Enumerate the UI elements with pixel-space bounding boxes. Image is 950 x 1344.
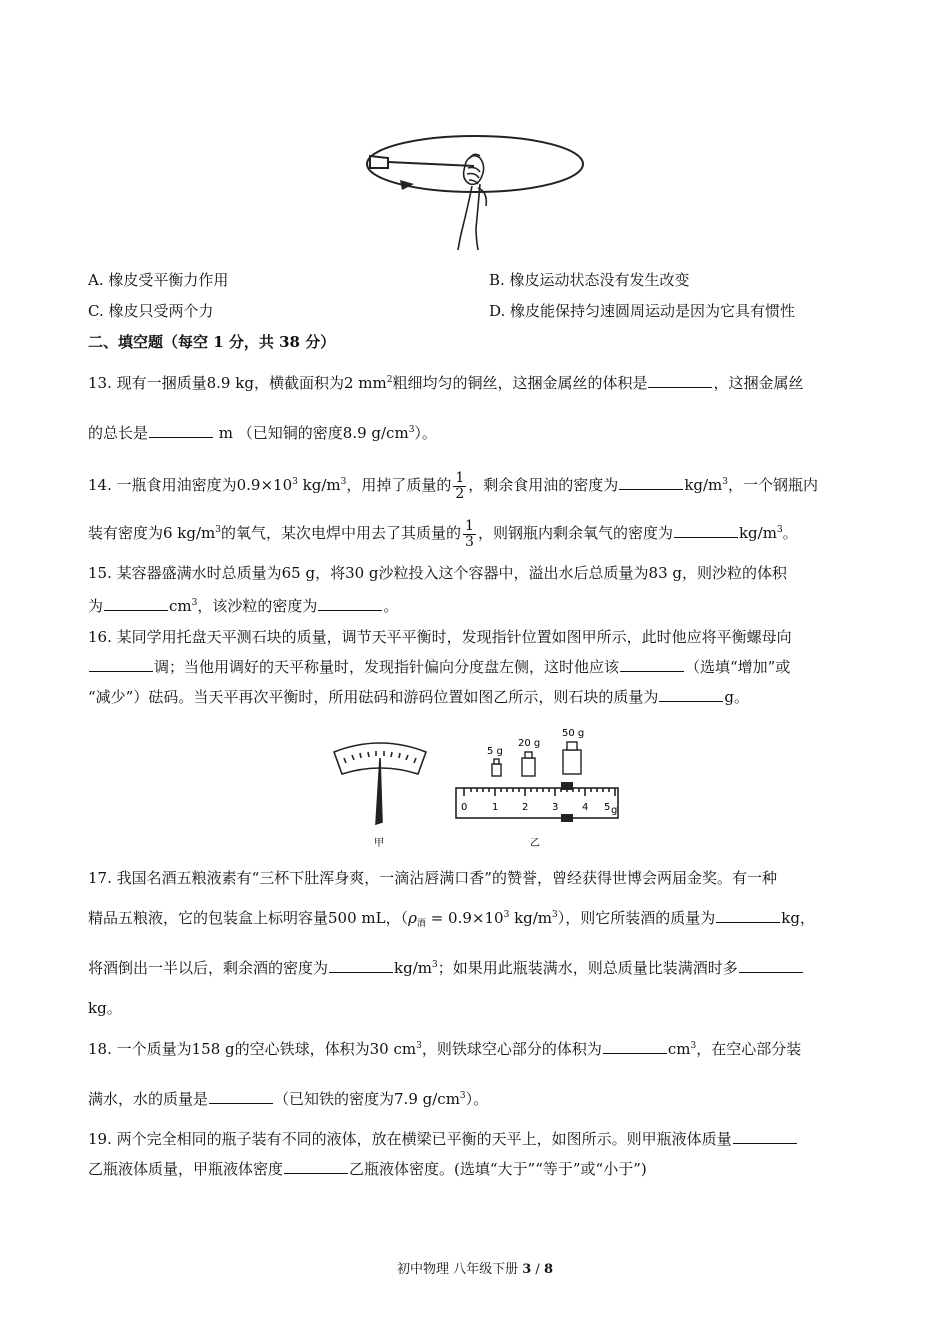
pointer-dial-icon	[334, 743, 426, 824]
q16-blank3[interactable]	[659, 687, 723, 702]
q13-line1: 13. 现有一捆质量8.9 kg，横截面积为2 $mm^2$粗细均匀的铜丝，这捆金属丝的体积是 ，这捆金属丝	[88, 374, 804, 392]
scale-tick-3: 3	[552, 802, 559, 813]
weight-label-50g: 50 g	[562, 728, 585, 739]
q13-blank2[interactable]	[149, 423, 213, 438]
option-a: A. 橡皮受平衡力作用	[88, 271, 229, 289]
direction-arrow-icon	[400, 180, 414, 190]
q18-blank2[interactable]	[209, 1089, 273, 1104]
string-line	[388, 162, 474, 166]
fraction-one-third: $\frac{1}{3}$	[465, 517, 474, 550]
q14-line1: 14. 一瓶食用油密度为$0.9\times 10^3$ $kg/m^3$，用掉了质量的 $\frac{1}{2}$ ，剩余食用油的密度为 $kg/m^3$，一个钢瓶内	[88, 469, 819, 502]
option-b: B. 橡皮运动状态没有发生改变	[489, 271, 690, 289]
option-d: D. 橡皮能保持匀速圆周运动是因为它具有惯性	[489, 302, 796, 320]
rider-marker	[561, 782, 573, 790]
q13-line2: 的总长是 m （已知铜的密度8.9 $g/cm^3$）。	[88, 424, 437, 442]
q16-line3: “减少”）砝码。当天平再次平衡时，所用砝码和游码位置如图乙所示，则石块的质量为 g。	[88, 688, 749, 706]
scale-unit: g	[611, 805, 618, 816]
q14-line2: 装有密度为6 $kg/m^3$的氧气，某次电焊中用去了其质量的 $\frac{1}{3}$ ，则钢瓶内剩余氧气的密度为 $kg/m^3$。	[88, 517, 798, 550]
weight-label-20g: 20 g	[518, 738, 541, 749]
weight-50g-icon	[563, 742, 581, 774]
label-yi: 乙	[530, 838, 540, 849]
q14-blank2[interactable]	[674, 523, 738, 538]
scale-tick-0: 0	[461, 802, 468, 813]
q15-blank2[interactable]	[318, 596, 382, 611]
q15-line2: 为 $cm^3$，该沙粒的密度为 。	[88, 597, 399, 615]
weight-20g-icon	[522, 752, 535, 776]
page-number: 3	[522, 1262, 532, 1277]
weight-label-5g: 5 g	[487, 746, 503, 757]
section-heading: 二、填空题（每空 1 分，共 38 分）	[88, 333, 336, 351]
scale-tick-2: 2	[522, 802, 529, 813]
q16-line2: 调；当他用调好的天平称量时，发现指针偏向分度盘左侧，这时他应该 （选填“增加”或	[88, 657, 790, 677]
option-c: C. 橡皮只受两个力	[88, 302, 214, 320]
q16-blank2[interactable]	[620, 657, 684, 672]
q14-blank1[interactable]	[619, 475, 683, 490]
q17-line4: kg。	[88, 999, 122, 1017]
q17-blank3[interactable]	[739, 958, 803, 973]
q18-line2: 满水，水的质量是 （已知铁的密度为7.9 $g/cm^3$）。	[88, 1090, 489, 1108]
rubber-circular-motion-figure	[362, 128, 588, 256]
q16-line1: 16. 某同学用托盘天平测石块的质量，调节天平平衡时，发现指针位置如图甲所示，此时他应将平衡螺母向	[88, 628, 792, 646]
q19-line2: 乙瓶液体质量，甲瓶液体密度 乙瓶液体密度。(选填“大于”“等于”或“小于”)	[88, 1160, 647, 1178]
scale-tick-1: 1	[492, 802, 499, 813]
q16-blank1[interactable]	[89, 657, 153, 672]
q19-line1: 19. 两个完全相同的瓶子装有不同的液体，放在横梁已平衡的天平上，如图所示。则甲瓶液体质量	[88, 1129, 798, 1149]
q18-line1: 18. 一个质量为158 g的空心铁球，体积为30 $cm^3$，则铁球空心部分的体积为 $cm^3$，在空心部分装	[88, 1040, 802, 1058]
page-total: 8	[543, 1262, 553, 1277]
rider-scale-icon	[456, 788, 618, 818]
weight-5g-icon	[492, 759, 501, 776]
fraction-one-half: $\frac{1}{2}$	[455, 469, 465, 502]
hand-icon	[458, 154, 486, 250]
q17-blank2[interactable]	[329, 958, 393, 973]
q19-blank1[interactable]	[733, 1129, 797, 1144]
scale-tick-5: 5	[604, 802, 611, 813]
label-jia: 甲	[374, 838, 384, 849]
rubber-icon	[370, 156, 388, 168]
rider-marker-bottom	[561, 814, 573, 822]
q17-line3: 将酒倒出一半以后，剩余酒的密度为 $kg/m^3$；如果用此瓶装满水，则总质量比装满酒时多	[88, 958, 804, 978]
q15-blank1[interactable]	[104, 596, 168, 611]
q15-line1: 15. 某容器盛满水时总质量为65 g，将30 g沙粒投入这个容器中，溢出水后总质量为83 g，则沙粒的体积	[88, 564, 787, 582]
q13-blank1[interactable]	[648, 373, 712, 388]
balance-figure	[330, 722, 626, 852]
q17-line2: 精品五粮液，它的包装盒上标明容量500 mL，（$\rho_酒 = 0.9\times 10^3$ $kg/m^3$），则它所装酒的质量为 kg，	[88, 909, 815, 929]
page-footer: 初中物理 八年级下册 3 / 8	[396, 1262, 553, 1277]
q18-blank1[interactable]	[603, 1039, 667, 1054]
q17-line1: 17. 我国名酒五粮液素有“三杯下肚浑身爽，一滴沾唇满口香”的赞誉，曾经获得世博会两届金奖。有一种	[88, 869, 777, 887]
q19-blank2[interactable]	[284, 1159, 348, 1174]
q17-blank1[interactable]	[716, 908, 780, 923]
scale-tick-4: 4	[582, 802, 589, 813]
